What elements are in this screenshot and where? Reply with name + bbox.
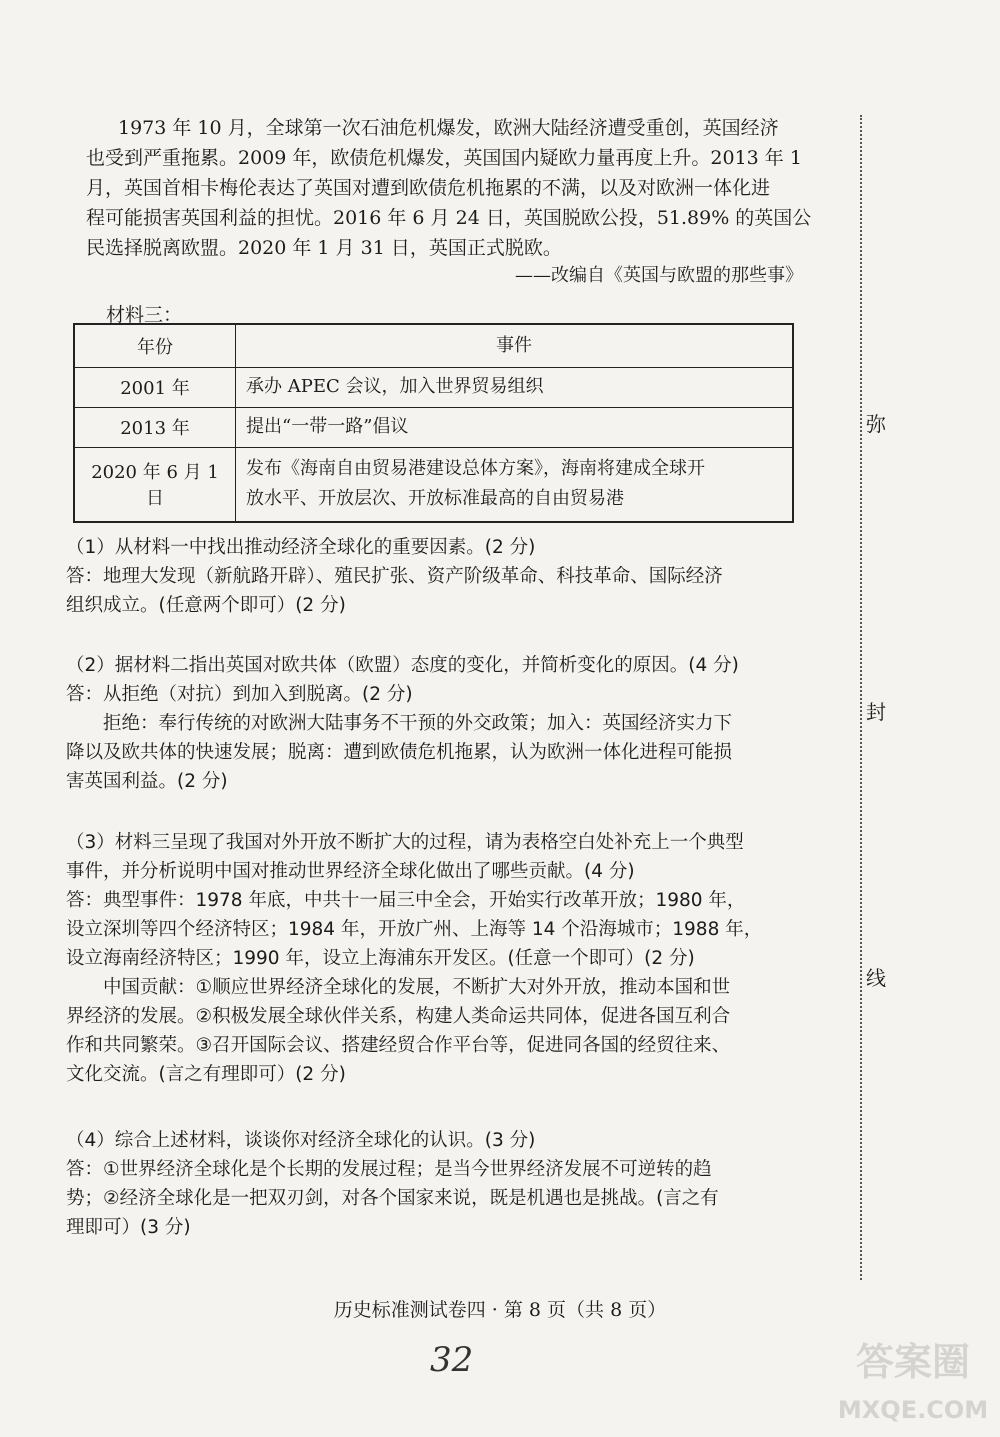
- answer-line: 拒绝：奉行传统的对欧洲大陆事务不干预的外交政策；加入：英国经济实力下: [103, 713, 733, 734]
- watermark-logo: [838, 1330, 988, 1430]
- watermark-url: MXQE.COM: [838, 1396, 988, 1424]
- answer-line: 理即可）(3 分): [66, 1217, 191, 1238]
- table-row: [74, 407, 793, 447]
- material3-label: 材料三：: [106, 304, 183, 326]
- answer-line: 降以及欧共体的快速发展；脱离：遭到欧债危机拖累，认为欧洲一体化进程可能损: [66, 742, 733, 763]
- answer-line: 组织成立。(任意两个即可）(2 分): [66, 595, 346, 616]
- answer-line: 界经济的发展。②积极发展全球伙伴关系，构建人类命运共同体，促进各国互利合: [66, 1006, 731, 1027]
- page-footer: 历史标准测试卷四 · 第 8 页（共 8 页）: [333, 1299, 667, 1321]
- question-3: [66, 828, 762, 1089]
- material2-line: 也受到严重拖累。2009 年，欧债危机爆发，英国国内疑欧力量再度上升。2013 年 1: [86, 147, 802, 169]
- answer-line: 中国贡献：①顺应世界经济全球化的发展，不断扩大对外开放，推动本国和世: [103, 977, 731, 998]
- question-prompt: （1）从材料一中找出推动经济全球化的重要因素。(2 分): [66, 537, 536, 558]
- answer-line: 文化交流。(言之有理即可）(2 分): [66, 1064, 346, 1085]
- header-event: 事件: [236, 324, 794, 368]
- question-prompt: （4）综合上述材料，谈谈你对经济全球化的认识。(3 分): [66, 1130, 536, 1151]
- row-event-line: 放水平、开放层次、开放标准最高的自由贸易港: [246, 488, 624, 510]
- table-row: [74, 368, 793, 408]
- material2-line: 程可能损害英国利益的担忧。2016 年 6 月 24 日，英国脱欧公投，51.89% 的英国公: [86, 207, 812, 229]
- margin-mark-xian: 线: [866, 966, 886, 990]
- material2-paragraph: [86, 113, 812, 263]
- material3-table: [73, 323, 794, 523]
- question-4: [66, 1126, 719, 1242]
- question-prompt: （2）据材料二指出英国对欧共体（欧盟）态度的变化，并简析变化的原因。(4 分): [66, 655, 739, 676]
- row-year: 2001 年: [74, 368, 236, 408]
- answer-line: 作和共同繁荣。③召开国际会议、搭建经贸合作平台等，促进同各国的经贸往来、: [66, 1035, 731, 1056]
- table-header-row: [74, 324, 793, 368]
- watermark-title: 答案圈: [855, 1340, 971, 1384]
- material2-source: ——改编自《英国与欧盟的那些事》: [515, 265, 803, 286]
- question-2: [66, 651, 739, 796]
- material2-line: 民选择脱离欧盟。2020 年 1 月 31 日，英国正式脱欧。: [86, 237, 562, 259]
- header-year: 年份: [74, 324, 236, 368]
- answer-line: 答：地理大发现（新航路开辟）、殖民扩张、资产阶级革命、科技革命、国际经济: [66, 566, 723, 587]
- row-event: [236, 447, 794, 522]
- answer-line: 害英国利益。(2 分): [66, 771, 228, 792]
- material2-line: 月，英国首相卡梅伦表达了英国对遭到欧债危机拖累的不满，以及对欧洲一体化进: [86, 177, 771, 199]
- answer-line: 答：①世界经济全球化是个长期的发展过程；是当今世界经济发展不可逆转的趋: [66, 1159, 712, 1180]
- question-prompt: （3）材料三呈现了我国对外开放不断扩大的过程，请为表格空白处补充上一个典型: [66, 832, 744, 853]
- margin-mark-mi: 弥: [866, 412, 886, 436]
- question-1: [66, 533, 723, 620]
- row-year: 2020 年 6 月 1 日: [74, 447, 236, 522]
- answer-line: 答：从拒绝（对抗）到加入到脱离。(2 分): [66, 684, 413, 705]
- table-row: [74, 447, 793, 522]
- row-year: 2013 年: [74, 407, 236, 447]
- answer-line: 答：典型事件：1978 年底，中共十一届三中全会，开始实行改革开放；1980 年，: [66, 890, 746, 911]
- answer-line: 势；②经济全球化是一把双刃剑，对各个国家来说，既是机遇也是挑战。(言之有: [66, 1188, 719, 1209]
- binding-margin-line: [860, 115, 862, 1280]
- answer-line: 设立深圳等四个经济特区；1984 年，开放广州、上海等 14 个沿海城市；1988 年，: [66, 919, 763, 940]
- row-event: 提出“一带一路”倡议: [236, 407, 794, 447]
- material2-line: 1973 年 10 月，全球第一次石油危机爆发，欧洲大陆经济遭受重创，英国经济: [118, 117, 779, 139]
- handwritten-page-number: 32: [430, 1340, 474, 1380]
- row-event-line: 发布《海南自由贸易港建设总体方案》，海南将建成全球开: [246, 458, 705, 480]
- margin-mark-feng: 封: [866, 700, 886, 724]
- row-event: 承办 APEC 会议，加入世界贸易组织: [236, 368, 794, 408]
- answer-line: 设立海南经济特区；1990 年，设立上海浦东开发区。(任意一个即可）(2 分): [66, 948, 695, 969]
- question-prompt: 事件，并分析说明中国对推动世界经济全球化做出了哪些贡献。(4 分): [66, 861, 635, 882]
